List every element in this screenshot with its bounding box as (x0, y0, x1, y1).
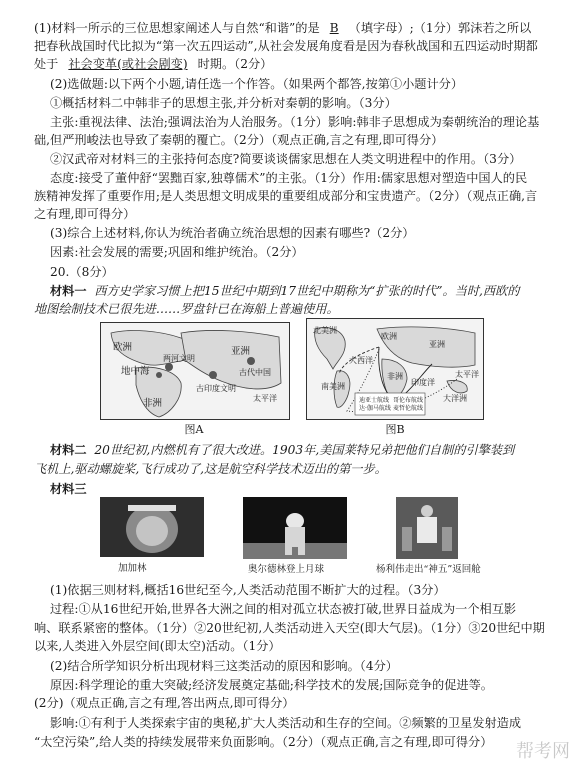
q20-answer-8: 影响:①有利于人类探索宇宙的奥秘,扩大人类活动和生存的空间。②频繁的卫星发射造成 (50, 716, 522, 730)
map-label: 地中海 (121, 366, 150, 377)
q20-title: 20.（8分） (50, 265, 114, 279)
map-label: 大洋洲 (443, 394, 467, 403)
photo-yang-liwei (396, 497, 458, 559)
q20-answer-3: 响、联系紧密的整体。（1分）②20世纪初,人类活动进入天空(即大气层)。（1分）③20世纪中期 (34, 621, 545, 635)
text: 20世纪初,内燃机有了很大改进。1903年,美国莱特兄弟把他们自制的引擎装到 (94, 443, 515, 457)
text: （填字母）;（1分）郭沫若之所以 (348, 21, 532, 35)
photo-aldrin-moon (243, 497, 347, 559)
q19-line-3 (34, 56, 554, 72)
map-label: 大西洋 (349, 356, 373, 365)
map-label: 亚洲 (429, 340, 445, 349)
q19-line-2: 把春秋战国时代比拟为“第一次五四运动”,从社会发展角度看是因为春秋战国和五四运动时期都 (34, 39, 538, 53)
q19-line-1 (34, 20, 554, 36)
q20-answer-1: (1)依据三则材料,概括16世纪至今,人类活动范围不断扩大的过程。（3分） (50, 583, 446, 597)
map-b-caption: 图B (385, 423, 405, 436)
map-label: 南美洲 (321, 382, 345, 391)
text: 飞机上,驱动螺旋桨,飞行成功了,这是航空科学技术迈出的第一步。 (34, 462, 387, 476)
q20-material-2-cont (34, 461, 554, 477)
legend-item: 哥伦布航线 (393, 397, 424, 404)
map-a-ancient-civilizations (100, 322, 290, 420)
map-label: 太平洋 (455, 370, 479, 379)
q20-answer-2: 过程:①从16世纪开始,世界各大洲之间的相对孤立状态被打破,世界日益成为一个相互影 (50, 602, 517, 616)
photo-gagarin-drawing (100, 497, 204, 557)
q20-material-3-label: 材料三 (50, 482, 87, 496)
photo-gagarin (100, 497, 204, 557)
material-label: 材料二 (50, 443, 87, 457)
photo-aldrin-moon-drawing (243, 497, 347, 559)
legend-item: 麦哲伦航线 (393, 405, 424, 412)
map-label: 欧洲 (381, 332, 397, 341)
q19-line-10: 族精神发挥了重要作用;是人类思想文明成果的重要组成部分和宝贵遗产。（2分）（观点正确,言 (34, 189, 538, 203)
map-label: 古印度文明 (196, 384, 236, 393)
map-label: 太平洋 (253, 394, 277, 403)
answer-blank: B (329, 21, 339, 35)
photo-caption-aldrin: 奥尔德林登上月球 (248, 564, 325, 575)
q20-answer-9: “太空污染”,给人类的持续发展带来负面影响。（2分）（观点正确,言之有理,即可得分） (34, 735, 493, 749)
q20-answer-5: (2)结合所学知识分析出现材料三这类活动的原因和影响。（4分） (50, 659, 398, 673)
map-label: 非洲 (387, 372, 403, 381)
map-a-caption: 图A (184, 423, 204, 436)
q19-line-12: (3)综合上述材料,你认为统治者确立统治思想的因素有哪些?（2分） (50, 226, 415, 240)
legend-item: 迪亚士航线 (359, 397, 390, 404)
q20-material-1-cont (34, 301, 554, 317)
material-label: 材料一 (50, 284, 87, 298)
text: 处于 (34, 57, 59, 71)
photo-caption-yang: 杨利伟走出“神五”返回舱 (376, 564, 481, 575)
q19-line-5: ①概括材料二中韩非子的思想主张,并分析对秦朝的影响。（3分） (50, 96, 397, 110)
q20-material-1 (50, 283, 570, 299)
q19-line-9: 态度:接受了董仲舒“罢黜百家,独尊儒术”的主张。（1分）作用:儒家思想对塑造中国人的民 (50, 171, 528, 185)
q19-line-6: 主张:重视法律、法治;强调法治为人治服务。（1分）影响:韩非子思想成为秦朝统治的理论基 (50, 115, 540, 129)
map-label: 两河文明 (163, 354, 195, 363)
text: 时期。（2分） (197, 57, 273, 71)
q20-answer-7: (2分)（观点正确,言之有理,答出两点,即可得分） (34, 696, 295, 710)
q19-line-4: (2)选做题:以下两个小题,请任选一个作答。（如果两个都答,按第①小题计分） (50, 77, 464, 91)
q19-line-8: ②汉武帝对材料三的主张持何态度?简要谈谈儒家思想在人类文明进程中的作用。（3分） (50, 152, 522, 166)
map-b-new-routes (306, 318, 484, 420)
q19-line-13: 因素:社会发展的需要;巩固和维护统治。（2分） (50, 245, 304, 259)
answer-blank: 社会变革(或社会剧变) (68, 57, 188, 71)
photo-yang-liwei-drawing (396, 497, 458, 559)
map-label: 北美洲 (313, 326, 337, 335)
photo-caption-gagarin: 加加林 (118, 563, 147, 574)
q20-answer-6: 原因:科学理论的重大突破;经济发展奠定基础;科学技术的发展;国际竞争的促进等。 (50, 678, 493, 692)
legend-item: 达·伽马航线 (359, 405, 391, 412)
q20-answer-4: 以来,人类进入外层空间(即太空)活动。（1分） (34, 639, 281, 653)
text: (1)材料一所示的三位思想家阐述人与自然“和谐”的是 (34, 21, 320, 35)
map-label: 亚洲 (231, 346, 251, 357)
map-label: 印度洋 (411, 378, 435, 387)
text: 地图绘制技术已很先进……罗盘针已在海船上普遍使用。 (34, 302, 339, 316)
map-label: 古代中国 (239, 368, 271, 377)
q19-line-11: 之有理,即可得分） (34, 207, 136, 221)
text: 西方史学家习惯上把15世纪中期到17世纪中期称为“扩张的时代”。当时,西欧的 (94, 284, 520, 298)
q20-material-2 (50, 442, 570, 458)
map-label: 非洲 (143, 398, 163, 409)
watermark-logo: 帮考网 (516, 741, 570, 762)
q19-line-7: 础,但严刑峻法也导致了秦朝的覆亡。（2分）（观点正确,言之有理,即可得分） (34, 133, 444, 147)
map-label: 欧洲 (113, 342, 133, 353)
